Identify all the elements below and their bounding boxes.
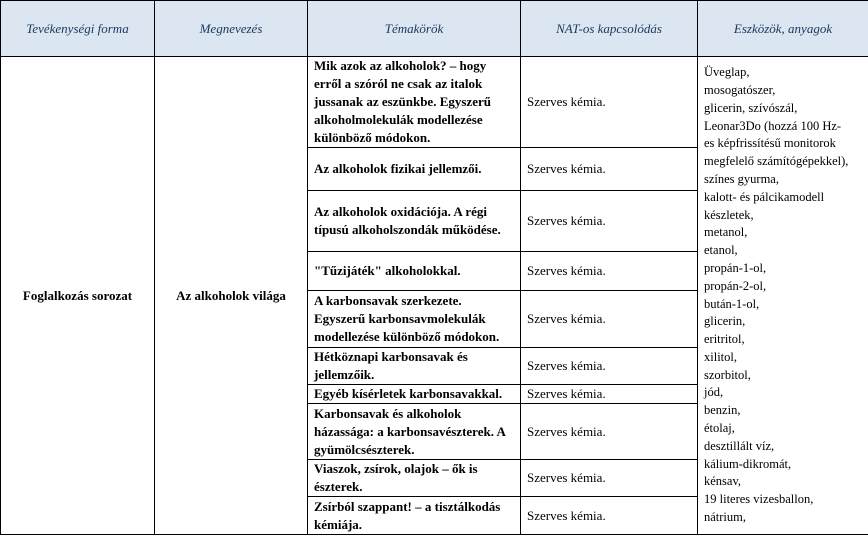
- header-nat-kapcsolodas: NAT-os kapcsolódás: [521, 1, 698, 57]
- eszkoz-item: propán-1-ol,: [704, 260, 862, 278]
- nat-cell: Szerves kémia.: [521, 404, 698, 460]
- eszkoz-item: benzin,: [704, 402, 862, 420]
- eszkoz-item: nátrium,: [704, 509, 862, 527]
- temakor-cell: "Tűzijáték" alkoholokkal.: [308, 252, 521, 291]
- nat-cell: Szerves kémia.: [521, 497, 698, 535]
- eszkoz-item: étolaj,: [704, 420, 862, 438]
- eszkoz-item: glicerin, szívószál,: [704, 100, 862, 118]
- nat-cell: Szerves kémia.: [521, 385, 698, 404]
- eszkoz-item: Leonar3Do (hozzá 100 Hz-: [704, 118, 862, 136]
- megnevezes-cell: Az alkoholok világa: [155, 57, 308, 535]
- eszkoz-item: propán-2-ol,: [704, 278, 862, 296]
- nat-cell: Szerves kémia.: [521, 252, 698, 291]
- tevekenysegi-forma-cell: Foglalkozás sorozat: [1, 57, 155, 535]
- temakor-cell: Az alkoholok oxidációja. A régi típusú alkoholszondák működése.: [308, 191, 521, 252]
- eszkoz-item: kalott- és pálcikamodell: [704, 189, 862, 207]
- eszkoz-item: xilitol,: [704, 349, 862, 367]
- eszkoz-item: es képfrissítésű monitorok: [704, 135, 862, 153]
- header-megnevezes: Megnevezés: [155, 1, 308, 57]
- nat-cell: Szerves kémia.: [521, 291, 698, 348]
- eszkoz-item: etanol,: [704, 242, 862, 260]
- nat-cell: Szerves kémia.: [521, 348, 698, 385]
- eszkozok-cell: [698, 57, 868, 535]
- temakor-cell: Viaszok, zsírok, olajok – ők is észterek.: [308, 460, 521, 497]
- eszkoz-item: jód,: [704, 384, 862, 402]
- eszkoz-item: készletek,: [704, 207, 862, 225]
- eszkoz-item: mosogatószer,: [704, 82, 862, 100]
- eszkoz-item: eritritol,: [704, 331, 862, 349]
- eszkoz-item: Üveglap,: [704, 64, 862, 82]
- eszkoz-item: kálium-dikromát,: [704, 456, 862, 474]
- temakor-cell: Egyéb kísérletek karbonsavakkal.: [308, 385, 521, 404]
- eszkoz-item: glicerin,: [704, 313, 862, 331]
- temakor-cell: Zsírból szappant! – a tisztálkodás kémiája.: [308, 497, 521, 535]
- temakor-cell: Karbonsavak és alkoholok házassága: a karbonsavészterek. A gyümölcsészterek.: [308, 404, 521, 460]
- eszkoz-item: bután-1-ol,: [704, 296, 862, 314]
- nat-cell: Szerves kémia.: [521, 57, 698, 148]
- eszkoz-item: szorbitol,: [704, 367, 862, 385]
- eszkoz-item: desztillált víz,: [704, 438, 862, 456]
- eszkoz-item: 19 literes vizesballon,: [704, 491, 862, 509]
- eszkoz-item: megfelelő számítógépekkel),: [704, 153, 862, 171]
- nat-cell: Szerves kémia.: [521, 460, 698, 497]
- header-tevekenysegi-forma: Tevékenységi forma: [1, 1, 155, 57]
- header-row: [1, 1, 868, 57]
- temakor-cell: Az alkoholok fizikai jellemzői.: [308, 148, 521, 191]
- header-temakorok: Témakörök: [308, 1, 521, 57]
- eszkoz-item: metanol,: [704, 224, 862, 242]
- temakor-cell: Mik azok az alkoholok? – hogy erről a szóról ne csak az italok jussanak az eszünkbe. Egyszerű alkoholmolekulák modellezése különböző módokon.: [308, 57, 521, 148]
- temakor-cell: Hétköznapi karbonsavak és jellemzőik.: [308, 348, 521, 385]
- nat-cell: Szerves kémia.: [521, 191, 698, 252]
- temakor-cell: A karbonsavak szerkezete. Egyszerű karbonsavmolekulák modellezése különböző módokon.: [308, 291, 521, 348]
- nat-cell: Szerves kémia.: [521, 148, 698, 191]
- eszkoz-item: színes gyurma,: [704, 171, 862, 189]
- table-row: [1, 57, 868, 148]
- header-eszkozok-anyagok: Eszközök, anyagok: [698, 1, 868, 57]
- eszkoz-item: kénsav,: [704, 473, 862, 491]
